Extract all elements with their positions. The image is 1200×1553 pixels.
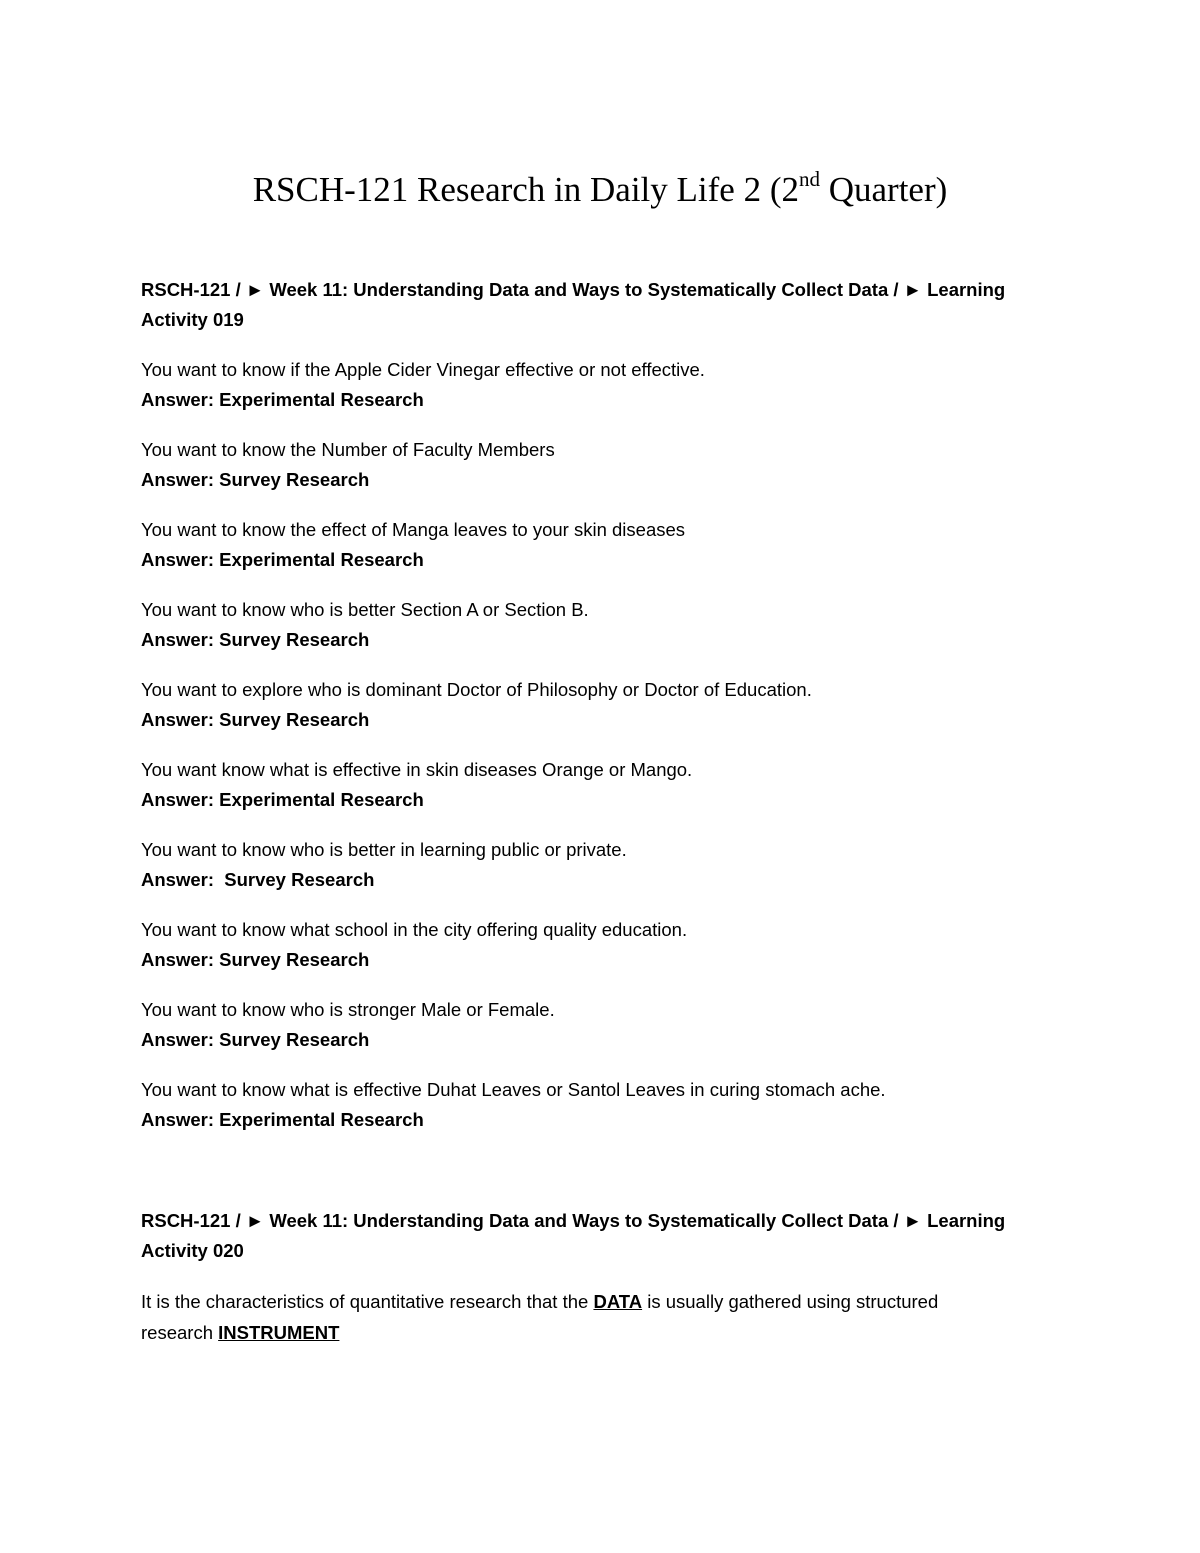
qa-item — [141, 755, 1041, 815]
breadcrumb-line: RSCH-121 / ► Week 11: Understanding Data and Ways to Systematically Collect Data / ► Learning — [141, 1210, 1006, 1231]
qa-item — [141, 435, 1041, 495]
answer-term-data: DATA — [593, 1291, 643, 1312]
qa-item — [141, 835, 1041, 895]
qa-item — [141, 1075, 1041, 1135]
answer-text: Answer: Experimental Research — [141, 549, 424, 570]
question-text: You want to know the Number of Faculty Members — [141, 439, 555, 460]
answer-paragraph — [141, 1286, 1041, 1348]
title-superscript: nd — [798, 167, 820, 192]
qa-item — [141, 995, 1041, 1055]
question-text: You want to know what school in the city offering quality education. — [141, 919, 688, 940]
question-text: You want to know the effect of Manga leaves to your skin diseases — [141, 519, 686, 540]
qa-item — [141, 675, 1041, 735]
title-text-end: Quarter) — [819, 170, 948, 209]
breadcrumb-line: Activity 019 — [141, 309, 244, 330]
answer-text: Answer: Survey Research — [141, 869, 375, 890]
page-title — [0, 168, 1200, 212]
answer-text: Answer: Experimental Research — [141, 789, 424, 810]
question-text: You want know what is effective in skin diseases Orange or Mango. — [141, 759, 693, 780]
breadcrumb-line: RSCH-121 / ► Week 11: Understanding Data and Ways to Systematically Collect Data / ► Learning — [141, 279, 1006, 300]
title-text: RSCH-121 Research in Daily Life 2 (2 — [252, 170, 799, 209]
question-text: You want to know what is effective Duhat Leaves or Santol Leaves in curing stomach ache. — [141, 1079, 886, 1100]
paragraph-text: research — [141, 1322, 219, 1343]
paragraph-text: It is the characteristics of quantitative research that the — [141, 1291, 594, 1312]
paragraph-text: is usually gathered using structured — [642, 1291, 939, 1312]
answer-text: Answer: Experimental Research — [141, 389, 424, 410]
breadcrumb-line: Activity 020 — [141, 1240, 244, 1261]
question-text: You want to know if the Apple Cider Vinegar effective or not effective. — [141, 359, 705, 380]
breadcrumb — [141, 1206, 1041, 1266]
question-text: You want to know who is stronger Male or Female. — [141, 999, 555, 1020]
answer-text: Answer: Survey Research — [141, 629, 370, 650]
paragraph-line — [141, 1317, 1041, 1348]
answer-text: Answer: Survey Research — [141, 469, 370, 490]
qa-item — [141, 515, 1041, 575]
section-activity-019 — [141, 275, 1041, 1155]
answer-text: Answer: Experimental Research — [141, 1109, 424, 1130]
qa-item — [141, 915, 1041, 975]
qa-item — [141, 595, 1041, 655]
answer-text: Answer: Survey Research — [141, 1029, 370, 1050]
breadcrumb — [141, 275, 1041, 335]
question-text: You want to know who is better in learning public or private. — [141, 839, 627, 860]
answer-text: Answer: Survey Research — [141, 709, 370, 730]
answer-text: Answer: Survey Research — [141, 949, 370, 970]
answer-term-instrument: INSTRUMENT — [218, 1322, 340, 1343]
question-text: You want to know who is better Section A or Section B. — [141, 599, 589, 620]
question-text: You want to explore who is dominant Doctor of Philosophy or Doctor of Education. — [141, 679, 812, 700]
qa-item — [141, 355, 1041, 415]
paragraph-line — [141, 1286, 1041, 1317]
section-activity-020 — [141, 1206, 1041, 1348]
